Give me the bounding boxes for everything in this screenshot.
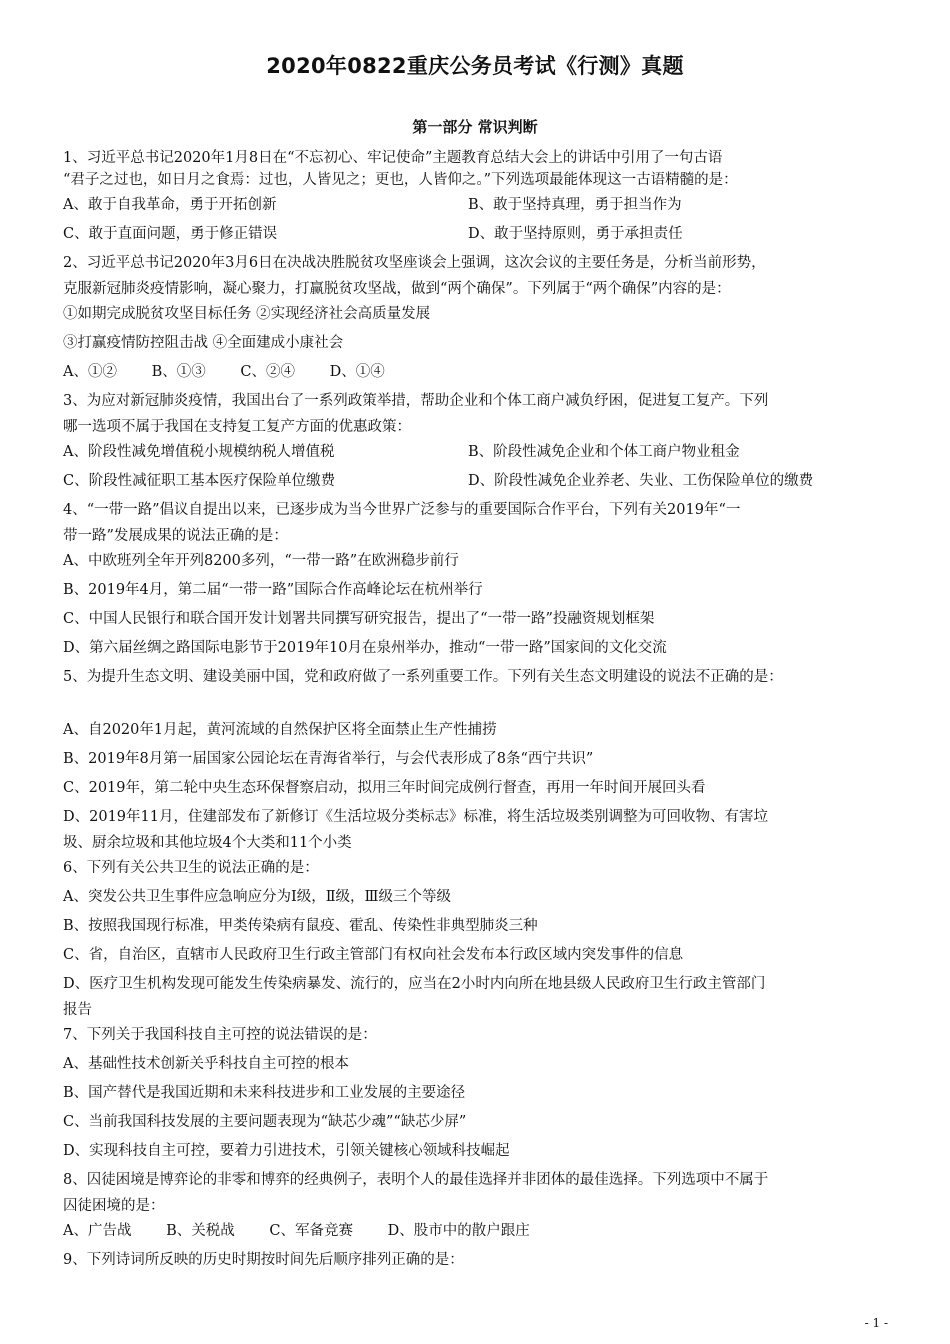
option-d: D、阶段性减免企业养老、失业、工伤保险单位的缴费 bbox=[468, 473, 814, 489]
question-8 bbox=[63, 1166, 893, 1246]
question-2 bbox=[63, 249, 893, 387]
question-stem: 3、为应对新冠肺炎疫情，我国出台了一系列政策举措，帮助企业和个体工商户减负纾困，促进复工复产。下列 bbox=[63, 393, 769, 409]
question-stem: 7、下列关于我国科技自主可控的说法错误的是： bbox=[63, 1027, 377, 1043]
option-c: C、中国人民银行和联合国开发计划署共同撰写研究报告，提出了“一带一路”投融资规划框架 bbox=[63, 611, 655, 627]
question-stem: 2、习近平总书记2020年3月6日在决战决胜脱贫攻坚座谈会上强调，这次会议的主要任务是，分析当前形势， bbox=[63, 255, 766, 271]
option-a: A、阶段性减免增值税小规模纳税人增值税 bbox=[63, 444, 335, 460]
question-6 bbox=[63, 854, 893, 1021]
question-stem-cont: 带一路”发展成果的说法正确的是： bbox=[63, 528, 288, 544]
question-list bbox=[63, 143, 893, 1275]
option-a: A、敢于自我革命，勇于开拓创新 bbox=[63, 197, 277, 213]
option-d: D、2019年11月，住建部发布了新修订《生活垃圾分类标志》标准，将生活垃圾类别调整为可回收物、有害垃 bbox=[63, 809, 768, 825]
option-d-cont: 报告 bbox=[63, 1002, 92, 1018]
option-d: D、第六届丝绸之路国际电影节于2019年10月在泉州举办，推动“一带一路”国家间的文化交流 bbox=[63, 640, 667, 656]
question-stem-cont: 克服新冠肺炎疫情影响，凝心聚力，打赢脱贫攻坚战，做到“两个确保”。下列属于“两个确保”内容的是： bbox=[63, 281, 731, 297]
question-1 bbox=[63, 147, 893, 249]
options-row bbox=[63, 1217, 893, 1246]
option-b: B、①③ bbox=[151, 364, 206, 380]
options-row bbox=[63, 358, 893, 387]
option-a: A、自2020年1月起，黄河流域的自然保护区将全面禁止生产性捕捞 bbox=[63, 722, 497, 738]
question-stem: 5、为提升生态文明、建设美丽中国，党和政府做了一系列重要工作。下列有关生态文明建设的说法不正确的是： bbox=[63, 669, 783, 685]
option-b: B、阶段性减免企业和个体工商户物业租金 bbox=[468, 444, 740, 460]
option-a: A、突发公共卫生事件应急响应分为Ⅰ级，Ⅱ级，Ⅲ级三个等级 bbox=[63, 889, 452, 905]
question-stem: 9、下列诗词所反映的历史时期按时间先后顺序排列正确的是： bbox=[63, 1252, 464, 1268]
option-a: A、广告战 bbox=[63, 1223, 132, 1239]
option-a: A、基础性技术创新关乎科技自主可控的根本 bbox=[63, 1056, 349, 1072]
option-d: D、①④ bbox=[329, 364, 385, 380]
question-7 bbox=[63, 1021, 893, 1166]
question-stem: 8、囚徒困境是博弈论的非零和博弈的经典例子，表明个人的最佳选择并非团体的最佳选择。下列选项中不属于 bbox=[63, 1172, 769, 1188]
page-title: 2020年0822重庆公务员考试《行测》真题 bbox=[266, 54, 684, 78]
section-heading: 第一部分 常识判断 bbox=[412, 118, 538, 136]
option-c: C、阶段性减征职工基本医疗保险单位缴费 bbox=[63, 473, 336, 489]
option-a: A、①② bbox=[63, 364, 117, 380]
option-b: B、2019年4月，第二届“一带一路”国际合作高峰论坛在杭州举行 bbox=[63, 582, 483, 598]
statement-items: ①如期完成脱贫攻坚目标任务 ②实现经济社会高质量发展 bbox=[63, 306, 431, 322]
option-b: B、2019年8月第一届国家公园论坛在青海省举行，与会代表形成了8条“西宁共识” bbox=[63, 751, 594, 767]
question-4 bbox=[63, 496, 893, 663]
option-c: C、省，自治区，直辖市人民政府卫生行政主管部门有权向社会发布本行政区域内突发事件的信息 bbox=[63, 947, 684, 963]
option-b: B、关税战 bbox=[166, 1223, 235, 1239]
blank-spacer bbox=[63, 692, 893, 716]
statement-items: ③打赢疫情防控阻击战 ④全面建成小康社会 bbox=[63, 335, 344, 351]
question-9 bbox=[63, 1246, 893, 1275]
option-c: C、当前我国科技发展的主要问题表现为“缺芯少魂”“缺芯少屏” bbox=[63, 1114, 467, 1130]
question-stem: 1、习近平总书记2020年1月8日在“不忘初心、牢记使命”主题教育总结大会上的讲话中引用了一句古语 bbox=[63, 150, 723, 166]
options-row bbox=[63, 220, 893, 249]
option-b: B、敢于坚持真理，勇于担当作为 bbox=[468, 197, 682, 213]
option-d: D、敢于坚持原则，勇于承担责任 bbox=[468, 226, 683, 242]
question-stem-cont: “君子之过也，如日月之食焉：过也，人皆见之；更也，人皆仰之。”下列选项最能体现这一古语精髓的是： bbox=[63, 172, 738, 188]
option-a: A、中欧班列全年开列8200多列，“一带一路”在欧洲稳步前行 bbox=[63, 553, 459, 569]
option-d: D、股市中的散户跟庄 bbox=[387, 1223, 530, 1239]
option-b: B、按照我国现行标准，甲类传染病有鼠疫、霍乱、传染性非典型肺炎三种 bbox=[63, 918, 538, 934]
option-c: C、敢于直面问题，勇于修正错误 bbox=[63, 226, 278, 242]
options-row bbox=[63, 191, 893, 220]
question-stem-cont: 囚徒困境的是： bbox=[63, 1198, 165, 1214]
question-stem: 6、下列有关公共卫生的说法正确的是： bbox=[63, 860, 319, 876]
option-d: D、医疗卫生机构发现可能发生传染病暴发、流行的，应当在2小时内向所在地县级人民政府卫生行政主管部门 bbox=[63, 976, 766, 992]
option-d: D、实现科技自主可控，要着力引进技术，引领关键核心领域科技崛起 bbox=[63, 1143, 510, 1159]
option-d-cont: 圾、厨余垃圾和其他垃圾4个大类和11个小类 bbox=[63, 835, 352, 851]
question-stem-cont: 哪一选项不属于我国在支持复工复产方面的优惠政策： bbox=[63, 419, 411, 435]
option-c: C、2019年，第二轮中央生态环保督察启动，拟用三年时间完成例行督查，再用一年时间开展回头看 bbox=[63, 780, 706, 796]
option-c: C、军备竞赛 bbox=[269, 1223, 353, 1239]
question-3 bbox=[63, 387, 893, 496]
options-row bbox=[63, 438, 893, 467]
question-stem: 4、“一带一路”倡议自提出以来，已逐步成为当今世界广泛参与的重要国际合作平台，下列有关2019年“一 bbox=[63, 502, 741, 518]
question-5 bbox=[63, 663, 893, 854]
option-b: B、国产替代是我国近期和未来科技进步和工业发展的主要途径 bbox=[63, 1085, 466, 1101]
option-c: C、②④ bbox=[240, 364, 295, 380]
options-row bbox=[63, 467, 893, 496]
page-number: - 1 - bbox=[864, 1316, 888, 1330]
